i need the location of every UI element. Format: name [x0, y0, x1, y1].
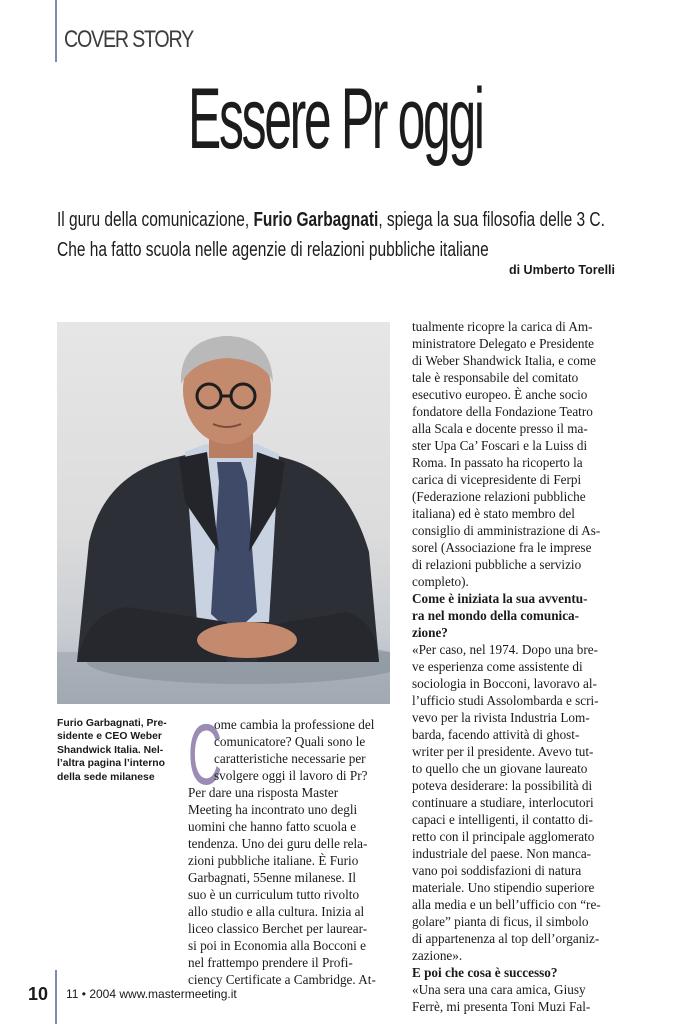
section-label: COVER STORY [64, 26, 194, 53]
text-line: alla media e un bell’ufficio con “re- [412, 897, 601, 912]
text-line: tendenza. Uno dei guru delle rela- [188, 836, 368, 851]
text-line: zione? [412, 625, 448, 640]
page-number: 10 [28, 984, 49, 1004]
subtitle-name: Furio Garbagnati [253, 209, 379, 231]
text-line: completo). [412, 574, 469, 589]
text-line: carica di vicepresidente di Ferpi [412, 472, 582, 487]
text-line: ra nel mondo della comunica- [412, 608, 580, 623]
text-line: retto con il principale agglomerato [412, 829, 595, 844]
text-line: ster Upa Ca’ Foscari e la Luiss di [412, 438, 588, 453]
caption-line: Furio Garbagnati, Pre- [57, 718, 167, 729]
article-column-right [412, 318, 615, 1015]
text-line: materiale. Uno stipendio superiore [412, 880, 595, 895]
footer-issue: 11 • 2004 www.mastermeeting.it [66, 987, 237, 1001]
text-line: fondatore della Fondazione Teatro [412, 404, 593, 419]
text-line: «Per caso, nel 1974. Dopo una bre- [412, 642, 599, 657]
text-line: golare” pianta di ficus, il simbolo [412, 914, 589, 929]
text-line: liceo classico Berchet per laurear- [188, 921, 368, 936]
text-line: tualmente ricopre la carica di Am- [412, 319, 593, 334]
text-line: ministratore Delegato e Presidente [412, 336, 594, 351]
text-line: industriale del paese. Non manca- [412, 846, 592, 861]
text-line: vevo per la rivista Industria Lom- [412, 710, 590, 725]
text-line: ciency Certificate a Cambridge. At- [188, 972, 376, 987]
text-line: di relazioni pubbliche a servizio [412, 557, 582, 572]
text-line: barda, facendo attività di ghost- [412, 727, 580, 742]
text-line: uomini che hanno fatto scuola e [188, 819, 357, 834]
article-subtitle [57, 205, 615, 265]
text-line: di appartenenza al top dell’organiz- [412, 931, 600, 946]
text-line: Ferrè, mi presenta Toni Muzi Fal- [412, 999, 591, 1014]
text-line: tale è responsabile del comitato [412, 370, 579, 385]
portrait-photo [57, 322, 390, 704]
text-line: Garbagnati, 55enne milanese. Il [188, 870, 357, 885]
text-line: E poi che cosa è successo? [412, 965, 558, 980]
text-line: zioni pubbliche italiane. È Furio [188, 853, 359, 868]
text-line: caratteristiche necessarie per [214, 751, 366, 766]
caption-line: l’altra pagina l’interno [57, 758, 165, 770]
article-title: Essere Pr oggi [188, 71, 483, 167]
text-line: suo è un curriculum tutto rivolto [188, 887, 360, 902]
portrait-illustration [57, 322, 390, 704]
text-line: «Una sera una cara amica, Giusy [412, 982, 586, 997]
footer-rule [55, 970, 57, 1024]
text-line: writer per il presidente. Avevo tut- [412, 744, 594, 759]
text-line: svolgere oggi il lavoro di Pr? [214, 768, 368, 783]
drop-cap: C [188, 707, 223, 803]
text-line: di Weber Shandwick Italia, e come [412, 353, 596, 368]
text-line: sorel (Associazione fra le imprese [412, 540, 592, 555]
text-line: l’ufficio studi Assolombarda e scri- [412, 693, 599, 708]
text-line: consiglio di amministrazione di As- [412, 523, 601, 538]
text-line: nel frattempo prendere il Profi- [188, 955, 353, 970]
header-rule [55, 0, 57, 62]
text-line: (Federazione relazioni pubbliche [412, 489, 586, 504]
article-column-left [188, 716, 390, 988]
text-line: alla Scala e docente presso il ma- [412, 421, 588, 436]
caption-line: Shandwick Italia. Nel- [57, 744, 164, 756]
text-line: to quello che un giovane laureato [412, 761, 588, 776]
text-line: allo studio e alla cultura. Inizia al [188, 904, 365, 919]
text-line: italiana) ed è stato membro del [412, 506, 575, 521]
caption-line: della sede milanese [57, 771, 155, 783]
text-line: sociologia in Bocconi, lavoravo al- [412, 676, 597, 691]
photo-caption [57, 717, 175, 784]
text-line: Roma. In passato ha ricoperto la [412, 455, 583, 470]
text-line: Come è iniziata la sua avventu- [412, 591, 588, 606]
text-line: Per dare una risposta Master [188, 785, 339, 800]
text-line: capaci e intelligenti, il contatto di- [412, 812, 593, 827]
subtitle-intro: Il guru della comunicazione, [57, 209, 254, 231]
text-line: continuare a studiare, interlocutori [412, 795, 594, 810]
text-line: ome cambia la professione del [214, 717, 375, 732]
text-line: si poi in Economia alla Bocconi e [188, 938, 366, 953]
text-line: vano poi soddisfazioni di natura [412, 863, 582, 878]
text-line: zazione». [412, 948, 463, 963]
text-line: ve esperienza come assistente di [412, 659, 583, 674]
text-line: poteva desiderare: la possibilità di [412, 778, 593, 793]
text-line: comunicatore? Quali sono le [214, 734, 366, 749]
text-line: esecutivo europeo. È anche socio [412, 387, 588, 402]
caption-line: sidente e CEO Weber [57, 731, 162, 743]
text-line: Meeting ha incontrato uno degli [188, 802, 358, 817]
subtitle-rest: , spiega la sua filosofia delle 3 C. Che ha fatto scuola nelle agenzie di relazioni pubbliche italiane [57, 209, 605, 261]
byline: di Umberto Torelli [508, 263, 615, 277]
